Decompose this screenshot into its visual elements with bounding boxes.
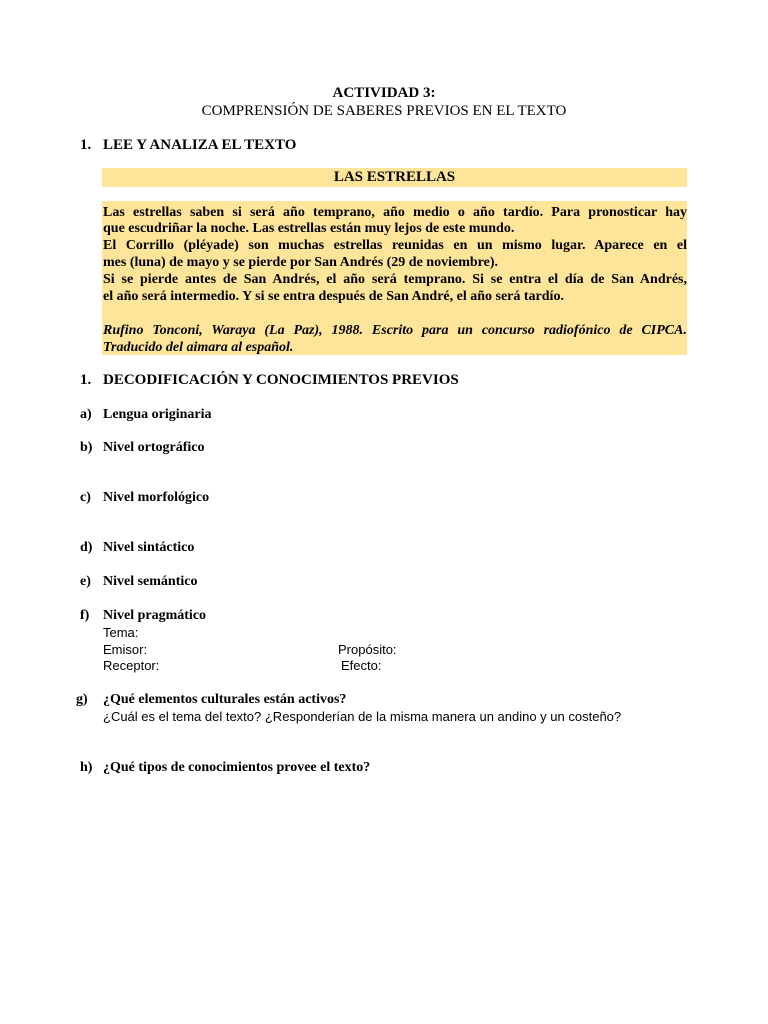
activity-subtitle: COMPRENSIÓN DE SABERES PREVIOS EN EL TEXTO <box>201 103 567 119</box>
reading-line: que escudriñar la noche. Las estrellas están muy lejos de este mundo. <box>103 221 515 236</box>
reading-title: LAS ESTRELLAS <box>333 169 456 185</box>
item-g-subquestion: ¿Cuál es el tema del texto? ¿Responderían de la misma manera un andino y un costeño? <box>103 709 622 724</box>
item-letter: f) <box>80 608 90 623</box>
section-number: 1. <box>80 137 92 153</box>
item-label: Nivel ortográfico <box>103 440 205 455</box>
emisor-label: Emisor: <box>103 642 148 657</box>
item-label: Nivel semántico <box>103 574 198 589</box>
section-heading: DECODIFICACIÓN Y CONOCIMIENTOS PREVIOS <box>103 372 459 388</box>
section-heading: LEE Y ANALIZA EL TEXTO <box>103 137 297 153</box>
item-label: Nivel sintáctico <box>103 540 195 555</box>
reading-line: Si se pierde antes de San Andrés, el año será temprano. Si se entra el día de San Andrés, <box>103 272 687 287</box>
item-letter: e) <box>80 574 91 589</box>
item-label: Nivel morfológico <box>103 490 210 505</box>
section-number: 1. <box>80 372 92 388</box>
reading-line: mes (luna) de mayo y se pierde por San Andrés (29 de noviembre). <box>103 255 498 270</box>
item-letter: h) <box>80 760 93 775</box>
item-letter: b) <box>80 440 93 455</box>
item-letter: d) <box>80 540 93 555</box>
item-letter: c) <box>80 490 91 505</box>
item-label: Nivel pragmático <box>103 608 207 623</box>
reading-source: Traducido del aimara al español. <box>103 340 294 355</box>
reading-line: el año será intermedio. Y si se entra después de San André, el año será tardío. <box>103 289 564 304</box>
tema-label: Tema: <box>103 625 139 640</box>
efecto-label: Efecto: <box>341 658 382 673</box>
activity-title: ACTIVIDAD 3: <box>332 85 436 101</box>
item-label: ¿Qué tipos de conocimientos provee el texto? <box>103 760 371 775</box>
proposito-label: Propósito: <box>338 642 397 657</box>
reading-line: Las estrellas saben si será año temprano, año medio o año tardío. Para pronosticar hay <box>103 205 687 220</box>
reading-source: Rufino Tonconi, Waraya (La Paz), 1988. Escrito para un concurso radiofónico de CIPCA. <box>103 323 687 338</box>
item-label: ¿Qué elementos culturales están activos? <box>103 692 347 707</box>
item-letter: a) <box>80 407 92 422</box>
item-letter: g) <box>76 692 88 707</box>
item-label: Lengua originaria <box>103 407 212 422</box>
receptor-label: Receptor: <box>103 658 160 673</box>
reading-line: El Corrillo (pléyade) son muchas estrellas reunidas en un mismo lugar. Aparece en el <box>103 238 687 253</box>
